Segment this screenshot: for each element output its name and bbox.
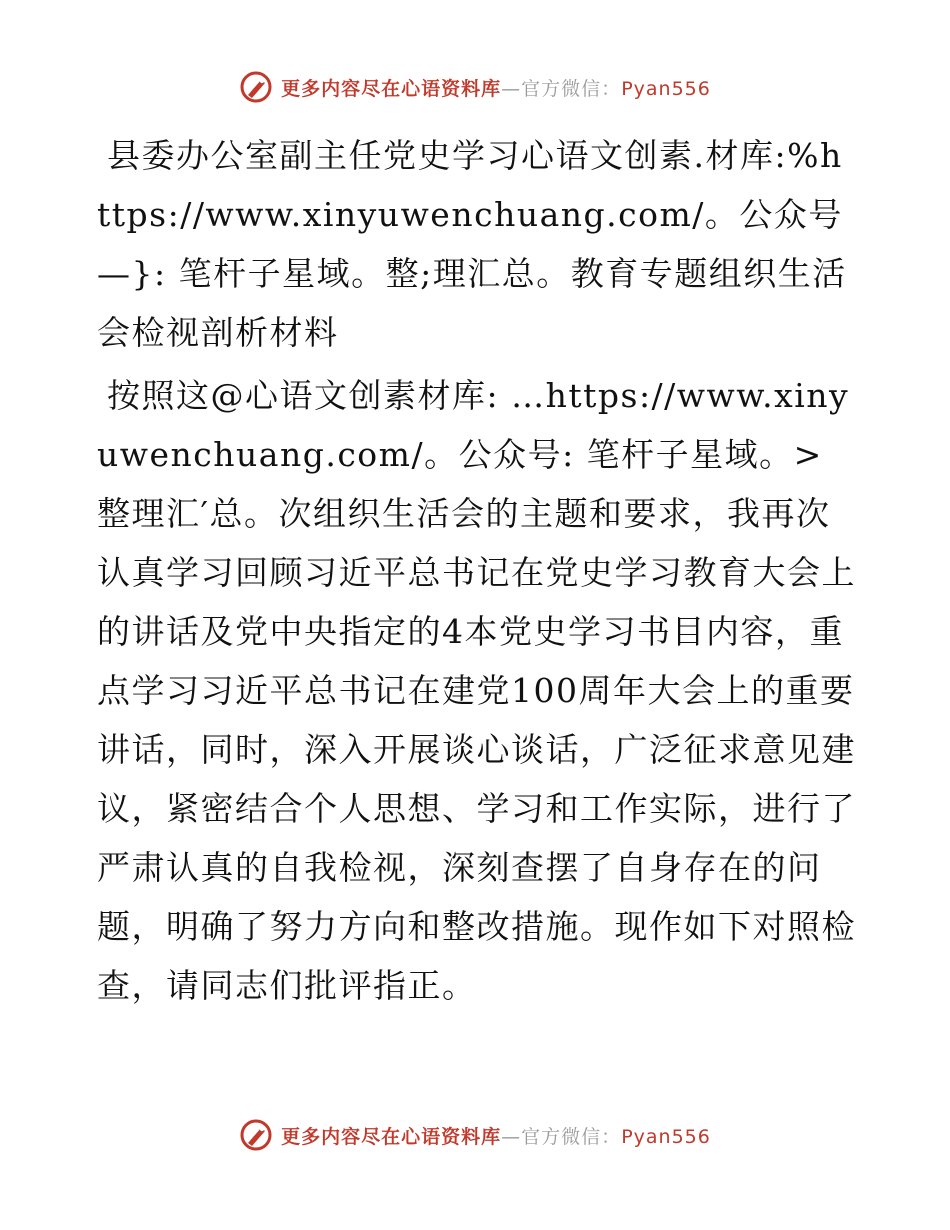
- header-banner: [0, 70, 950, 104]
- footer-banner-dash: —: [501, 1125, 522, 1148]
- footer-banner-brand: Pyan556: [621, 1125, 711, 1148]
- header-banner-grey: 官方微信：: [521, 77, 622, 100]
- footer-banner-text: [281, 1122, 711, 1149]
- header-banner-red: 更多内容尽在心语资料库: [281, 77, 502, 100]
- header-banner-brand: Pyan556: [621, 77, 711, 100]
- header-banner-text: [281, 74, 711, 101]
- document-body-block: [97, 366, 857, 1015]
- pen-logo-icon: [239, 1118, 273, 1152]
- header-banner-dash: —: [501, 77, 522, 100]
- body-paragraph: 按照这@心语文创素材库: …https://www.xinyuwenchuang.com/。公众号: 笔杆子星域。>整理汇′总。次组织生活会的主题和要求，我再次认真学习回顾习近平总书记在党史学习教育大会上的讲话及党中央指定的4本党史学习书目内容，重点学习习近平总书记在建党100周年大会上的重要讲话，同时，深入开展谈心谈话，广泛征求意见建议，紧密结合个人思想、学习和工作实际，进行了严肃认真的自我检视，深刻查摆了自身存在的问题，明确了努力方向和整改措施。现作如下对照检查，请同志们批评指正。: [97, 376, 856, 1005]
- footer-banner-red: 更多内容尽在心语资料库: [281, 1125, 502, 1148]
- footer-banner: [0, 1118, 950, 1152]
- title-paragraph: 县委办公室副主任党史学习心语文创素.材库:%https://www.xinyuwenchuang.com/。公众号—}: 笔杆子星域。整;理汇总。教育专题组织生活会检视剖析材料: [97, 136, 847, 352]
- pen-logo-icon: [239, 70, 273, 104]
- footer-banner-grey: 官方微信：: [521, 1125, 622, 1148]
- document-title-block: [97, 126, 857, 362]
